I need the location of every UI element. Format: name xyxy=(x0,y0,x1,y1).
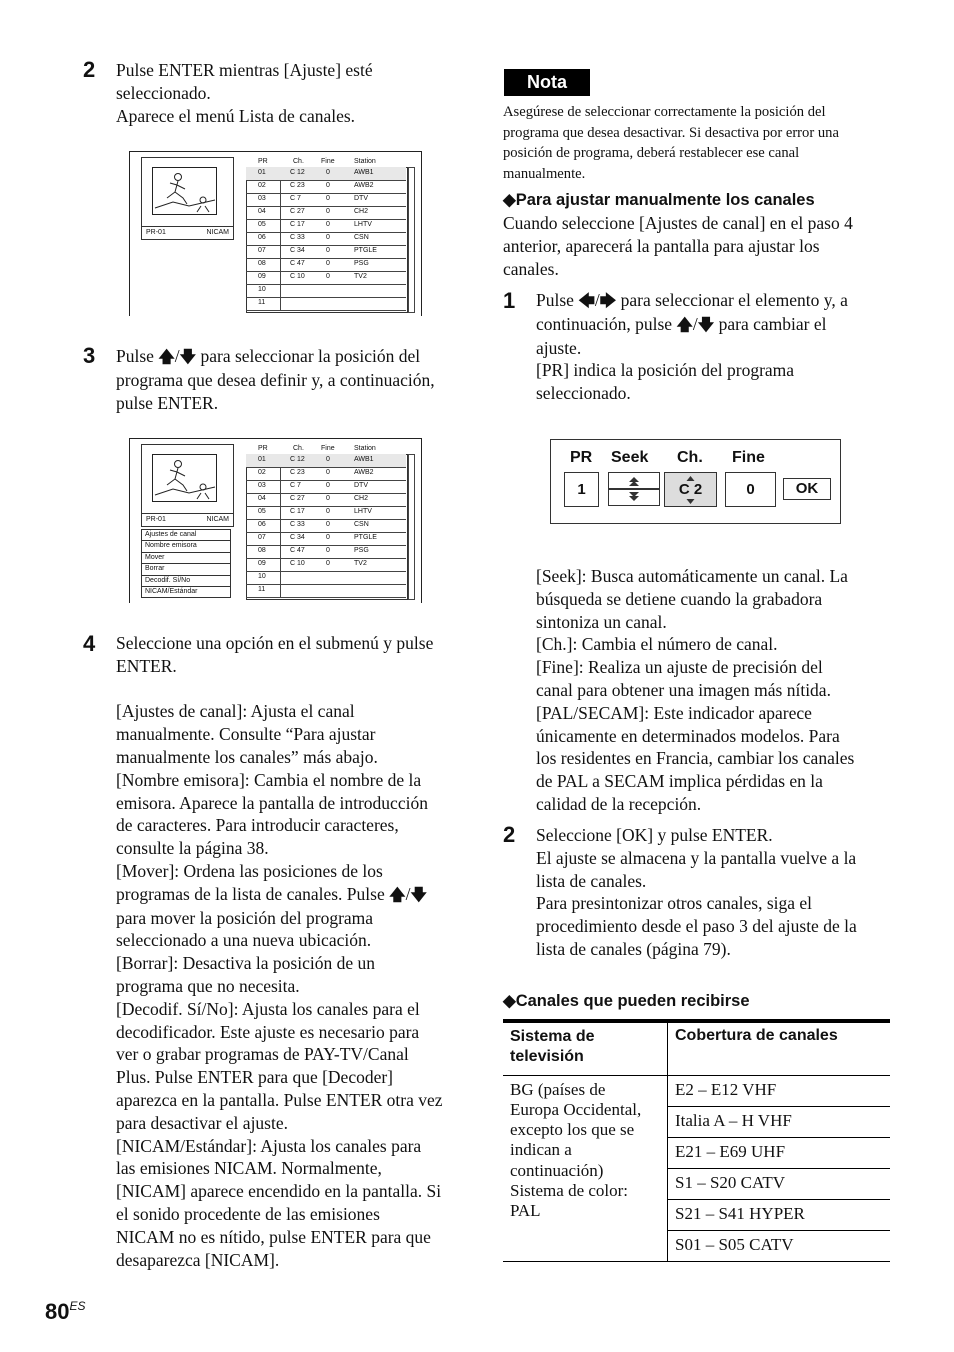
text-line: para mover la posición del programa xyxy=(116,907,374,928)
step-4-text xyxy=(116,632,476,1271)
channel-cell: 05 xyxy=(258,221,266,228)
channel-adjust-dialog xyxy=(550,439,841,524)
col-header: Ch. xyxy=(293,158,304,165)
manual-heading: ◆Para ajustar manualmente los canales xyxy=(503,191,815,209)
channel-row[interactable] xyxy=(246,519,406,533)
text-line: [Fine]: Realiza un ajuste de precisión del xyxy=(536,657,823,678)
up-arrow-icon: 🡅 xyxy=(389,884,406,904)
channel-cell: 03 xyxy=(258,482,266,489)
channel-row[interactable] xyxy=(246,206,406,220)
tv-preview xyxy=(141,157,234,240)
channel-cell: 04 xyxy=(258,208,266,215)
text-line: seleccionado a una nueva ubicación. xyxy=(116,930,372,951)
channel-cell: C 34 xyxy=(290,534,305,541)
text-line: Seleccione una opción en el submenú y pulse xyxy=(116,633,434,653)
header-line: Sistema de xyxy=(510,1028,595,1045)
channel-cell: C 33 xyxy=(290,521,305,528)
text-line: ENTER. xyxy=(116,655,177,676)
channel-cell: C 34 xyxy=(290,247,305,254)
channel-row[interactable] xyxy=(246,467,406,481)
channel-cell: 0 xyxy=(326,469,330,476)
soccer-player-icon xyxy=(153,455,216,501)
channel-cell: C 47 xyxy=(290,547,305,554)
channel-cell: CH2 xyxy=(354,208,369,215)
text-line: de caracteres. Para introducir caracteres, xyxy=(116,815,399,836)
text-line: canales. xyxy=(503,258,559,279)
channel-cell: 0 xyxy=(326,260,330,267)
submenu-item-borrar[interactable]: Borrar xyxy=(142,564,230,575)
nota-text xyxy=(503,102,898,184)
text-line: [PAL/SECAM]: Este indicador aparece xyxy=(536,702,812,723)
text-line: Asegúrese de seleccionar correctamente la posición del xyxy=(503,104,826,120)
text-line: Cuando seleccione [Ajustes de canal] en el paso 4 xyxy=(503,213,853,233)
coverage-heading: ◆Canales que pueden recibirse xyxy=(503,992,750,1010)
channel-cell: C 33 xyxy=(290,234,305,241)
text-line: [Seek]: Busca automáticamente un canal. La xyxy=(536,566,848,586)
text-line: programa que desea definir y, a continuación, xyxy=(116,369,435,390)
channel-row[interactable] xyxy=(246,271,406,285)
channel-cell: C 10 xyxy=(290,273,305,280)
submenu-item-ajustes-de-canal[interactable]: Ajustes de canal xyxy=(142,530,230,541)
channel-cell: 0 xyxy=(326,221,330,228)
channel-cell: C 47 xyxy=(290,260,305,267)
soccer-player-icon xyxy=(153,168,216,214)
text-line: manualmente los canales” más abajo. xyxy=(116,746,378,767)
channel-row[interactable] xyxy=(246,258,406,272)
preview-label: PR-01 xyxy=(146,516,166,523)
text-line: [NICAM/Estándar]: Ajusta los canales para xyxy=(116,1135,422,1156)
scrollbar[interactable] xyxy=(408,454,415,600)
text-line: Pulse 🡄/🡆 para seleccionar el elemento y, a xyxy=(536,289,898,313)
channel-cell: C 7 xyxy=(290,482,301,489)
channel-cell: 0 xyxy=(326,508,330,515)
channel-row[interactable] xyxy=(246,571,406,585)
channel-cell: 07 xyxy=(258,534,266,541)
text-line: de PAL a SECAM implica pérdidas en la xyxy=(536,771,823,792)
text-line: lista de canales. xyxy=(536,870,647,891)
channel-cell: 0 xyxy=(326,208,330,215)
text-line: [NICAM] aparece encendido en la pantalla. Si xyxy=(116,1181,442,1202)
channel-cell: 02 xyxy=(258,469,266,476)
band-cell: E21 – E69 UHF xyxy=(668,1137,891,1168)
channel-row[interactable] xyxy=(246,193,406,207)
text-line: posición de programa, deberá restablecer ese canal xyxy=(503,145,800,161)
ch-label: Ch. xyxy=(677,449,703,466)
text-line: Plus. Pulse ENTER para que [Decoder] xyxy=(116,1067,394,1088)
text-line: Aparece el menú Lista de canales. xyxy=(116,105,356,126)
channel-row[interactable] xyxy=(246,167,406,181)
up-arrow-icon: 🡅 xyxy=(676,314,693,334)
channel-row[interactable] xyxy=(246,558,406,572)
right-arrow-icon: 🡆 xyxy=(599,291,617,310)
channel-cell: 10 xyxy=(258,573,266,580)
channel-cell: PTGLE xyxy=(354,534,377,541)
cell-line: BG (países de xyxy=(510,1079,606,1099)
text-line: programa que desea desactivar. Si desactiva por error una xyxy=(503,124,839,141)
down-arrow-icon: 🡇 xyxy=(697,314,715,334)
cell-line: continuación) xyxy=(510,1160,604,1180)
channel-submenu xyxy=(141,529,231,598)
text-line: ajuste. xyxy=(536,337,582,358)
channel-cell: 02 xyxy=(258,182,266,189)
channel-row[interactable] xyxy=(246,532,406,546)
channel-cell: 0 xyxy=(326,547,330,554)
channel-cell: TV2 xyxy=(354,560,367,567)
text-line: emisora. Aparece la pantalla de introducción xyxy=(116,792,428,813)
seek-up-button[interactable] xyxy=(608,472,660,489)
down-arrow-icon: 🡇 xyxy=(179,347,197,366)
channel-row[interactable] xyxy=(246,219,406,233)
tv-preview xyxy=(141,444,234,527)
channel-row[interactable] xyxy=(246,454,406,468)
step-4-number: 4 xyxy=(83,631,96,656)
manual-step-1-number: 1 xyxy=(503,288,516,313)
band-cell: E2 – E12 VHF xyxy=(668,1075,891,1106)
band-cell: Italia A – H VHF xyxy=(668,1106,891,1137)
channel-cell: 0 xyxy=(326,456,330,463)
channel-cell: 08 xyxy=(258,260,266,267)
text-line: [Mover]: Ordena las posiciones de los xyxy=(116,860,383,881)
scrollbar[interactable] xyxy=(408,167,415,313)
channel-cell: 11 xyxy=(258,586,266,593)
channel-cell: PTGLE xyxy=(354,247,377,254)
text-line: Pulse 🡅/🡇 para seleccionar la posición del xyxy=(116,345,476,369)
text-line: ver o grabar programas de PAY-TV/Canal xyxy=(116,1044,409,1065)
text-line: programas de la lista de canales. Pulse 🡅/🡇 xyxy=(116,883,476,907)
up-arrow-icon: 🡅 xyxy=(158,347,175,366)
submenu-item-decodif[interactable]: Decodif. Sí/No xyxy=(142,576,230,587)
channel-cell: C 10 xyxy=(290,560,305,567)
text-line: [PR] indica la posición del programa xyxy=(536,360,795,381)
channel-cell: 10 xyxy=(258,286,266,293)
channel-table xyxy=(246,445,421,603)
channel-cell: CSN xyxy=(354,521,369,528)
text-line: anterior, aparecerá la pantalla para ajustar los xyxy=(503,235,820,256)
channel-row[interactable] xyxy=(246,284,406,298)
channel-row[interactable] xyxy=(246,480,406,494)
channel-row[interactable] xyxy=(246,506,406,520)
channel-cell: C 23 xyxy=(290,469,305,476)
text-line: decodificador. Este ajuste es necesario para xyxy=(116,1021,420,1042)
channel-cell: DTV xyxy=(354,482,368,489)
table-row xyxy=(503,1075,890,1106)
channel-cell: LHTV xyxy=(354,221,372,228)
text-line: las emisiones NICAM. Normalmente, xyxy=(116,1158,382,1179)
col-header: Station xyxy=(354,445,376,452)
channel-cell: 0 xyxy=(326,560,330,567)
channel-cell: 0 xyxy=(326,169,330,176)
channel-cell: 03 xyxy=(258,195,266,202)
step-3-text xyxy=(116,345,476,414)
seek-up-icon xyxy=(609,473,659,488)
fine-label: Fine xyxy=(732,449,765,466)
text-line: calidad de la recepción. xyxy=(536,793,702,814)
text-line: manualmente. Consulte “Para ajustar xyxy=(116,724,376,745)
channel-cell: C 7 xyxy=(290,195,301,202)
channel-cell: LHTV xyxy=(354,508,372,515)
cell-line: Europa Occidental, xyxy=(510,1099,642,1119)
channel-cell: TV2 xyxy=(354,273,367,280)
seek-label: Seek xyxy=(611,449,649,466)
channel-cell: 11 xyxy=(258,299,266,306)
left-arrow-icon: 🡄 xyxy=(578,291,595,310)
manual-step-2-number: 2 xyxy=(503,822,516,847)
page-number-value: 80 xyxy=(45,1299,70,1324)
ch-field[interactable] xyxy=(664,472,717,507)
text-line: el sonido procedente de las emisiones xyxy=(116,1203,380,1224)
channel-cell: 08 xyxy=(258,547,266,554)
channel-row[interactable] xyxy=(246,493,406,507)
channel-cell: CSN xyxy=(354,234,369,241)
channel-cell: C 12 xyxy=(290,456,305,463)
text-line: NICAM no es nítido, pulse ENTER para que xyxy=(116,1226,431,1247)
col-header: Ch. xyxy=(293,445,304,452)
channel-cell: PSG xyxy=(354,547,369,554)
text-line: [Ch.]: Cambia el número de canal. xyxy=(536,634,778,655)
ch-value: C 2 xyxy=(678,481,703,498)
channel-cell: C 27 xyxy=(290,208,305,215)
text-line: pulse ENTER. xyxy=(116,392,219,413)
blank-line xyxy=(116,678,476,701)
channel-cell: 0 xyxy=(326,482,330,489)
channel-cell: 06 xyxy=(258,234,266,241)
channel-cell: 01 xyxy=(258,456,266,463)
text-line: seleccionado. xyxy=(116,82,211,103)
preview-bar xyxy=(142,513,233,526)
channel-cell: AWB1 xyxy=(354,456,374,463)
seek-down-button[interactable] xyxy=(608,489,660,506)
manual-step-1-text xyxy=(536,289,898,405)
col-header: Station xyxy=(354,158,376,165)
preview-image xyxy=(152,167,217,215)
text-line: sintoniza un canal. xyxy=(536,611,667,632)
text-line: programa que no necesita. xyxy=(116,975,300,996)
text-line: seleccionado. xyxy=(536,383,631,404)
text-line: continuación, pulse 🡅/🡇 para cambiar el xyxy=(536,313,898,337)
channel-cell: 0 xyxy=(326,495,330,502)
channel-cell: 07 xyxy=(258,247,266,254)
channel-cell: 0 xyxy=(326,182,330,189)
field-descriptions xyxy=(536,565,898,816)
system-cell xyxy=(503,1075,668,1261)
channel-cell: C 12 xyxy=(290,169,305,176)
manual-step-2-text xyxy=(536,824,898,961)
channel-cell: 0 xyxy=(326,195,330,202)
preview-audio: NICAM xyxy=(206,229,229,236)
channel-cell: C 17 xyxy=(290,508,305,515)
manual-intro xyxy=(503,212,898,280)
channel-list-screen-2 xyxy=(129,438,422,603)
pr-field[interactable]: 1 xyxy=(564,472,599,507)
preview-image xyxy=(152,454,217,502)
channel-cell: 0 xyxy=(326,247,330,254)
page-suffix: ES xyxy=(69,1299,86,1313)
down-arrow-icon: 🡇 xyxy=(410,884,427,904)
fine-field[interactable]: 0 xyxy=(725,472,776,507)
text-line: Seleccione [OK] y pulse ENTER. xyxy=(536,825,773,845)
ok-button[interactable]: OK xyxy=(783,478,831,500)
channel-cell: 04 xyxy=(258,495,266,502)
channel-row[interactable] xyxy=(246,245,406,259)
band-cell: S21 – S41 HYPER xyxy=(668,1199,891,1230)
channel-row[interactable] xyxy=(246,584,406,598)
header-line: televisión xyxy=(510,1048,584,1065)
channel-cell: PSG xyxy=(354,260,369,267)
text-line: [Borrar]: Desactiva la posición de un xyxy=(116,953,376,974)
submenu-item-mover[interactable]: Mover xyxy=(142,553,230,564)
channel-cell: 0 xyxy=(326,234,330,241)
text-line: [Decodif. Sí/No]: Ajusta los canales para el xyxy=(116,998,420,1019)
text-line: únicamente en determinados modelos. Para xyxy=(536,725,840,746)
step-2-text xyxy=(116,59,476,127)
text-line: para desactivar el ajuste. xyxy=(116,1112,288,1133)
channel-cell: 09 xyxy=(258,273,266,280)
step-3-number: 3 xyxy=(83,343,96,368)
text-line: manualmente. xyxy=(503,165,586,182)
preview-audio: NICAM xyxy=(206,516,229,523)
text-line: Para presintonizar otros canales, siga el xyxy=(536,893,813,914)
cell-line: indican a xyxy=(510,1140,572,1160)
nota-badge: Nota xyxy=(504,69,590,96)
text-line: El ajuste se almacena y la pantalla vuelve a la xyxy=(536,847,857,868)
table-header-row xyxy=(503,1021,890,1075)
text-line: aparezca en la pantalla. Pulse ENTER otra vez xyxy=(116,1089,443,1110)
channel-cell: 0 xyxy=(326,521,330,528)
band-cell: S01 – S05 CATV xyxy=(668,1230,891,1261)
channel-cell: 05 xyxy=(258,508,266,515)
channel-row[interactable] xyxy=(246,232,406,246)
cell-line: Sistema de color: xyxy=(510,1180,629,1200)
channel-cell: 0 xyxy=(326,534,330,541)
text-line: Pulse ENTER mientras [Ajuste] esté xyxy=(116,60,373,80)
col-header: Fine xyxy=(321,445,335,452)
text-line: consulte la página 38. xyxy=(116,838,269,859)
submenu-item-nombre-emisora[interactable]: Nombre emisora xyxy=(142,541,230,552)
channel-cell: C 23 xyxy=(290,182,305,189)
page-number xyxy=(45,1299,86,1325)
step-2-number: 2 xyxy=(83,57,96,82)
text-line: procedimiento desde el paso 3 del ajuste de la xyxy=(536,916,857,937)
channel-cell: DTV xyxy=(354,195,368,202)
channel-cell: 0 xyxy=(326,273,330,280)
channel-row[interactable] xyxy=(246,297,406,311)
channel-cell: C 27 xyxy=(290,495,305,502)
text-line: desaparezca [NICAM]. xyxy=(116,1249,280,1270)
text-line: [Ajustes de canal]: Ajusta el canal xyxy=(116,701,355,722)
cell-line: PAL xyxy=(510,1201,541,1221)
col-header-system xyxy=(503,1021,668,1075)
col-header: Fine xyxy=(321,158,335,165)
text-line: los residentes en Francia, cambiar los canales xyxy=(536,748,855,769)
channel-list-screen-1 xyxy=(129,151,422,316)
col-header-coverage: Cobertura de canales xyxy=(675,1027,838,1044)
channel-table xyxy=(246,158,421,316)
preview-label: PR-01 xyxy=(146,229,166,236)
col-header: PR xyxy=(258,158,268,165)
channel-cell: AWB2 xyxy=(354,469,374,476)
seek-down-icon xyxy=(609,490,659,505)
channel-cell: 06 xyxy=(258,521,266,528)
cell-line: excepto los que se xyxy=(510,1120,635,1140)
text-line: búsqueda se detiene cuando la grabadora xyxy=(536,588,823,609)
text-line: lista de canales (página 79). xyxy=(536,938,731,959)
band-cell: S1 – S20 CATV xyxy=(668,1168,891,1199)
channel-cell: CH2 xyxy=(354,495,369,502)
channel-cell: C 17 xyxy=(290,221,305,228)
channel-cell: AWB1 xyxy=(354,169,374,176)
text-line: [Nombre emisora]: Cambia el nombre de la xyxy=(116,769,422,790)
col-header: PR xyxy=(258,445,268,452)
channel-cell: 01 xyxy=(258,169,266,176)
channel-row[interactable] xyxy=(246,180,406,194)
channel-cell: 09 xyxy=(258,560,266,567)
channel-cell: AWB2 xyxy=(354,182,374,189)
text-line: canal para obtener una imagen más nítida. xyxy=(536,679,831,700)
coverage-table xyxy=(503,1019,890,1262)
submenu-item-nicam[interactable]: NICAM/Estándar xyxy=(145,587,198,595)
preview-bar xyxy=(142,226,233,239)
pr-label: PR xyxy=(570,449,593,466)
channel-row[interactable] xyxy=(246,545,406,559)
